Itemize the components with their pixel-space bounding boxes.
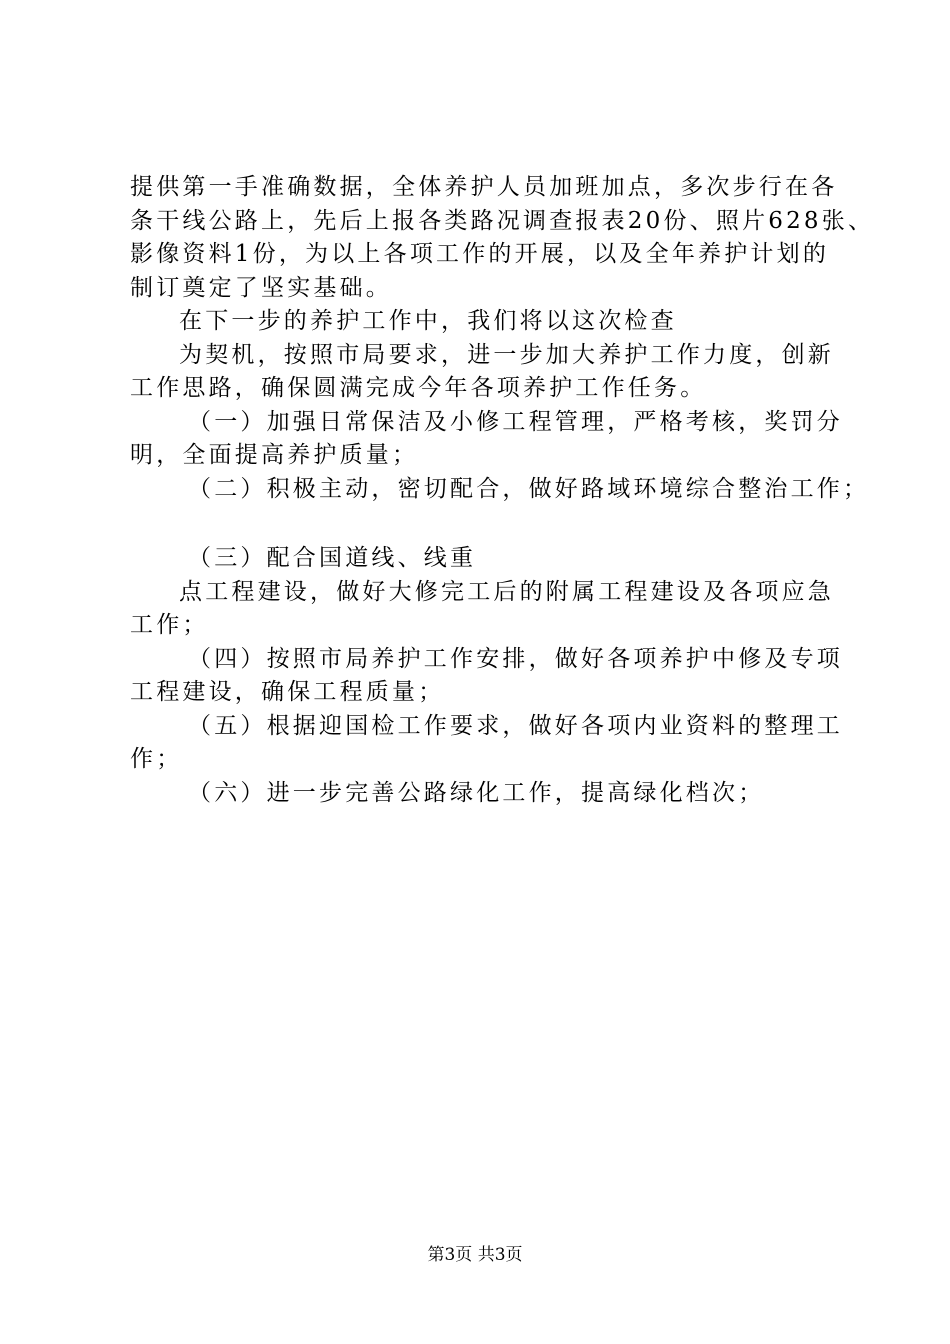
- blank-line: [130, 506, 835, 542]
- paragraph-line: 工作思路，确保圆满完成今年各项养护工作任务。: [130, 375, 707, 401]
- paragraph-line: 制订奠定了坚实基础。: [130, 274, 392, 301]
- list-item-line: 明，全面提高养护质量；: [130, 442, 419, 468]
- list-item-line: （五）根据迎国检工作要求，做好各项内业资料的整理工: [188, 712, 843, 739]
- paragraph-line: 在下一步的养护工作中，我们将以这次检查: [179, 308, 677, 334]
- list-item-line: （三）配合国道线、线重: [188, 545, 477, 571]
- list-item-line: （一）加强日常保洁及小修工程管理，严格考核，奖罚分: [188, 408, 843, 435]
- page-footer: 第3页 共3页: [427, 1245, 523, 1265]
- list-item-line: （四）按照市局养护工作安排，做好各项养护中修及专项: [188, 645, 843, 672]
- list-item-line: （二）积极主动，密切配合，做好路域环境综合整治工作；: [188, 475, 870, 502]
- paragraph-line: 为契机，按照市局要求，进一步加大养护工作力度，创新: [179, 341, 834, 368]
- list-item-line: （六）进一步完善公路绿化工作，提高绿化档次；: [188, 779, 765, 806]
- paragraph-line: 条干线公路上，先后上报各类路况调查报表20份、照片628张、: [130, 207, 875, 234]
- list-item-line: 作；: [130, 746, 183, 772]
- list-item-line: 工程建设，确保工程质量；: [130, 679, 445, 705]
- document-body: [130, 171, 875, 810]
- paragraph-line: 提供第一手准确数据，全体养护人员加班加点，多次步行在各: [130, 174, 838, 200]
- list-item-line: 点工程建设，做好大修完工后的附属工程建设及各项应急: [179, 578, 834, 605]
- paragraph-line: 影像资料1份，为以上各项工作的开展，以及全年养护计划的: [130, 241, 830, 267]
- list-item-line: 工作；: [130, 612, 209, 638]
